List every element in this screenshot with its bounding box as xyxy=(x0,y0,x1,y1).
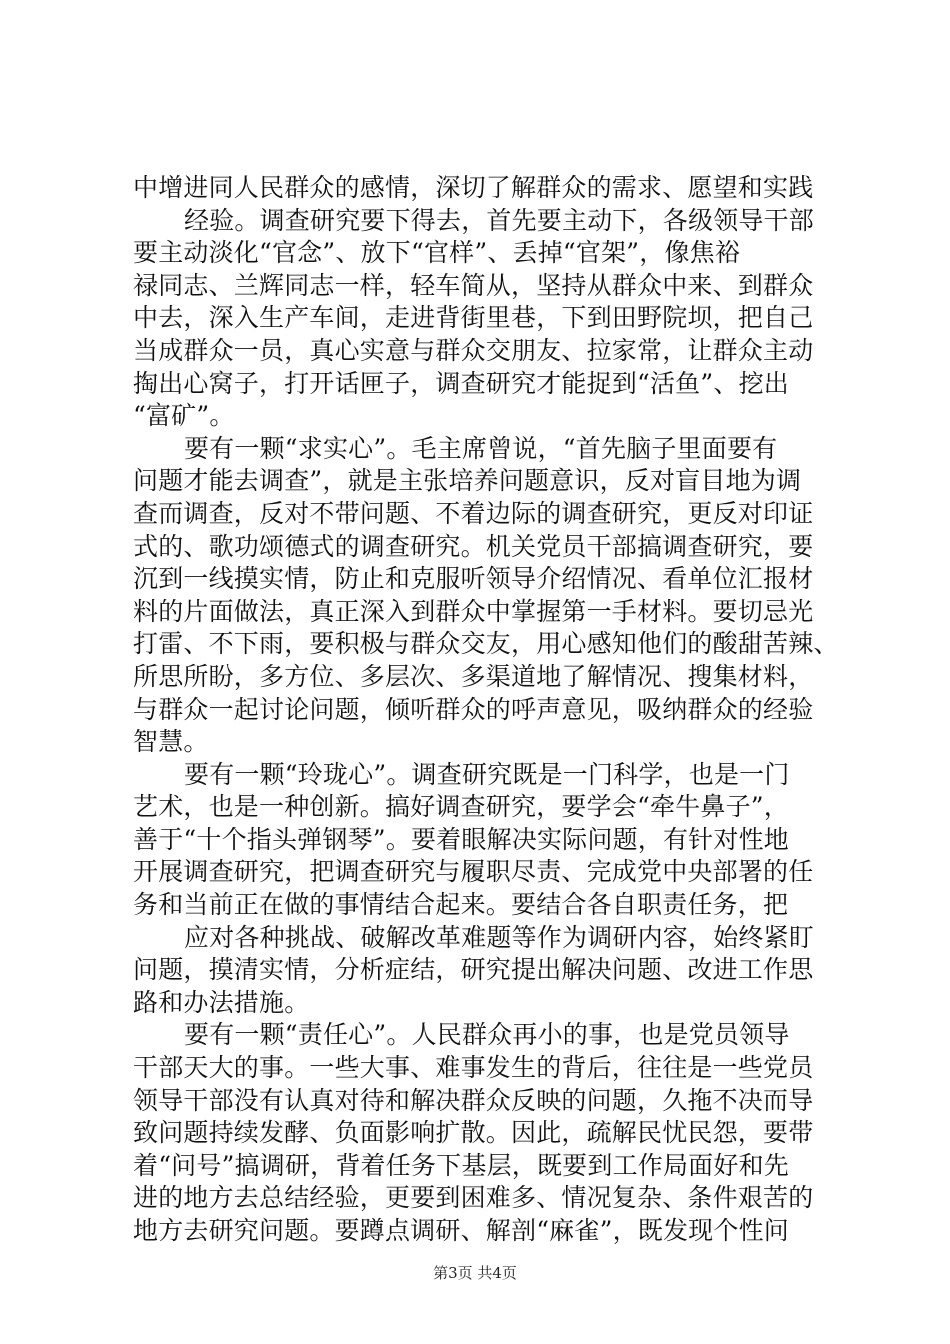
text-line: 中去，深入生产车间，走进背街里巷，下到田野院坝，把自己 xyxy=(133,303,814,333)
text-line: 善于“十个指头弹钢琴”。要着眼解决实际问题，有针对性地 xyxy=(133,824,789,854)
text-line: 开展调查研究，把调查研究与履职尽责、完成党中央部署的任 xyxy=(133,857,814,887)
text-line: 要有一颗“求实心”。毛主席曾说，“首先脑子里面要有 xyxy=(184,433,778,463)
page-footer: 第3页 共4页 xyxy=(433,1264,517,1282)
text-line: 要有一颗“玲珑心”。调查研究既是一门科学，也是一门 xyxy=(184,759,790,789)
text-line: 打雷、不下雨，要积极与群众交友，用心感知他们的酸甜苦辣、 xyxy=(133,629,839,659)
text-line: 智慧。 xyxy=(133,727,209,757)
text-line: 当成群众一员，真心实意与群众交朋友、拉家常，让群众主动 xyxy=(133,335,814,365)
text-line: 中增进同人民群众的感情，深切了解群众的需求、愿望和实践 xyxy=(133,173,814,202)
text-line: 式的、歌功颂德式的调查研究。机关党员干部搞调查研究，要 xyxy=(133,531,814,561)
body-text xyxy=(133,172,839,1248)
text-line: 经验。调查研究要下得去，首先要主动下，各级领导干部 xyxy=(184,205,815,235)
text-line: 料的片面做法，真正深入到群众中掌握第一手材料。要切忌光 xyxy=(133,596,814,626)
text-line: 要有一颗“责任心”。人民群众再小的事，也是党员领导 xyxy=(184,1020,790,1050)
text-line: 着“问号”搞调研，背着任务下基层，既要到工作局面好和先 xyxy=(133,1150,789,1180)
text-line: 应对各种挑战、破解改革难题等作为调研内容，始终紧盯 xyxy=(184,922,815,952)
text-line: 领导干部没有认真对待和解决群众反映的问题，久拖不决而导 xyxy=(133,1085,814,1115)
text-line: 路和办法措施。 xyxy=(133,987,310,1017)
text-line: 与群众一起讨论问题，倾听群众的呼声意见，吸纳群众的经验 xyxy=(133,694,814,724)
text-line: 进的地方去总结经验，更要到困难多、情况复杂、条件艰苦的 xyxy=(133,1183,814,1213)
text-line: 查而调查，反对不带问题、不着边际的调查研究，更反对印证 xyxy=(133,498,814,528)
text-line: 干部天大的事。一些大事、难事发生的背后，往往是一些党员 xyxy=(133,1053,814,1083)
text-line: 务和当前正在做的事情结合起来。要结合各自职责任务，把 xyxy=(133,890,789,920)
text-line: “富矿”。 xyxy=(133,401,235,431)
text-line: 沉到一线摸实情，防止和克服听领导介绍情况、看单位汇报材 xyxy=(133,564,814,594)
text-line: 掏出心窝子，打开话匣子，调查研究才能捉到“活鱼”、挖出 xyxy=(133,368,789,398)
text-line: 要主动淡化“官念”、放下“官样”、丢掉“官架”，像焦裕 xyxy=(133,238,741,268)
text-line: 禄同志、兰辉同志一样，轻车简从，坚持从群众中来、到群众 xyxy=(133,270,814,300)
text-line: 问题，摸清实情，分析症结，研究提出解决问题、改进工作思 xyxy=(133,955,814,985)
text-line: 问题才能去调查”，就是主张培养问题意识，反对盲目地为调 xyxy=(133,466,802,496)
text-line: 致问题持续发酵、负面影响扩散。因此，疏解民忧民怨，要带 xyxy=(133,1118,814,1148)
text-line: 所思所盼，多方位、多层次、多渠道地了解情况、搜集材料， xyxy=(133,661,814,691)
text-line: 艺术，也是一种创新。搞好调查研究，要学会“牵牛鼻子”， xyxy=(133,792,789,822)
text-line: 地方去研究问题。要蹲点调研、解剖“麻雀”，既发现个性问 xyxy=(133,1216,789,1245)
